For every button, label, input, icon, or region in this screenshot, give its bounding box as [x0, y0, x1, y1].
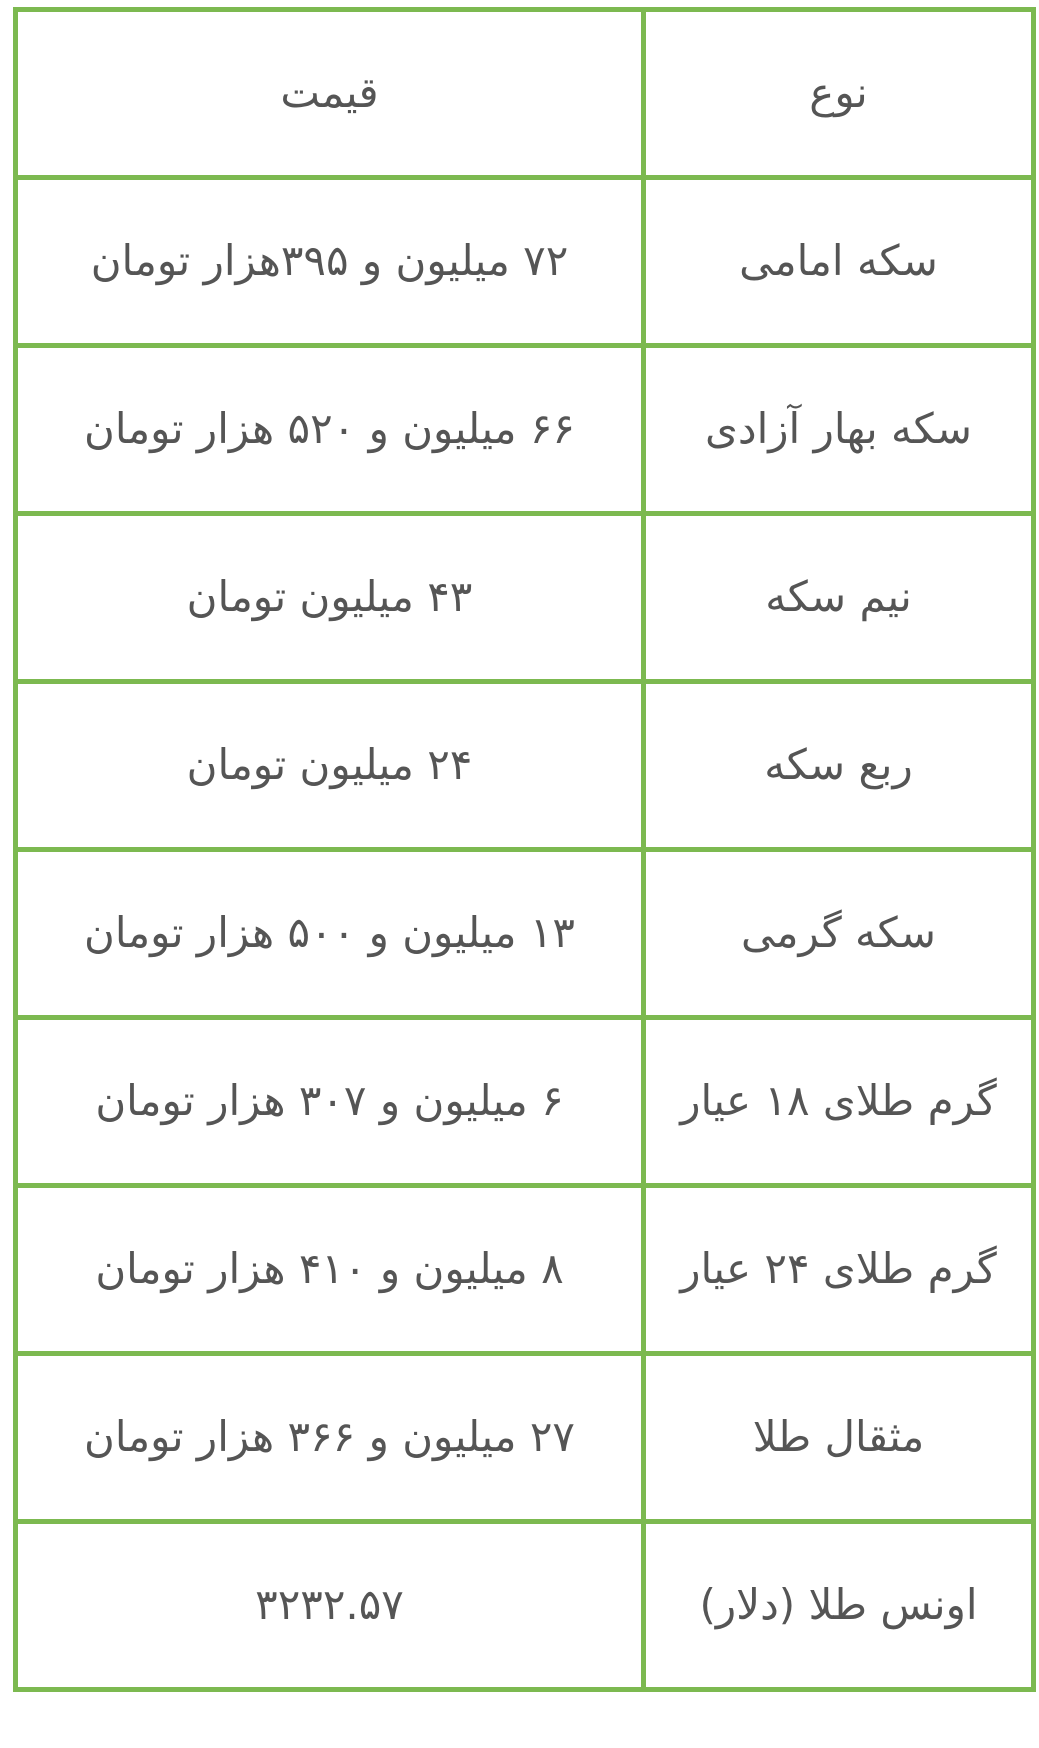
row-type: گرم طلای ۱۸ عیار [644, 1018, 1034, 1186]
table-row [16, 682, 1034, 850]
row-type: سکه بهار آزادی [644, 346, 1034, 514]
row-price: ۱۳ میلیون و ۵۰۰ هزار تومان [16, 850, 644, 1018]
row-type: نیم سکه [644, 514, 1034, 682]
row-type: سکه گرمی [644, 850, 1034, 1018]
table-row [16, 346, 1034, 514]
table-row [16, 1522, 1034, 1690]
row-price: ۲۴ میلیون تومان [16, 682, 644, 850]
header-price: قیمت [16, 10, 644, 178]
row-price: ۶۶ میلیون و ۵۲۰ هزار تومان [16, 346, 644, 514]
row-price: ۸ میلیون و ۴۱۰ هزار تومان [16, 1186, 644, 1354]
table-row [16, 850, 1034, 1018]
row-price: ۷۲ میلیون و ۳۹۵هزار تومان [16, 178, 644, 346]
row-type: مثقال طلا [644, 1354, 1034, 1522]
row-price: ۴۳ میلیون تومان [16, 514, 644, 682]
row-type: گرم طلای ۲۴ عیار [644, 1186, 1034, 1354]
row-price: ۶ میلیون و ۳۰۷ هزار تومان [16, 1018, 644, 1186]
row-price: ۳۲۳۲.۵۷ [16, 1522, 644, 1690]
gold-price-table [13, 7, 1036, 1692]
table-header-row [16, 10, 1034, 178]
row-price: ۲۷ میلیون و ۳۶۶ هزار تومان [16, 1354, 644, 1522]
header-type: نوع [644, 10, 1034, 178]
row-type: سکه امامی [644, 178, 1034, 346]
row-type: ربع سکه [644, 682, 1034, 850]
table-row [16, 1018, 1034, 1186]
table-row [16, 1186, 1034, 1354]
table-row [16, 178, 1034, 346]
table-row [16, 514, 1034, 682]
table-row [16, 1354, 1034, 1522]
row-type: اونس طلا (دلار) [644, 1522, 1034, 1690]
